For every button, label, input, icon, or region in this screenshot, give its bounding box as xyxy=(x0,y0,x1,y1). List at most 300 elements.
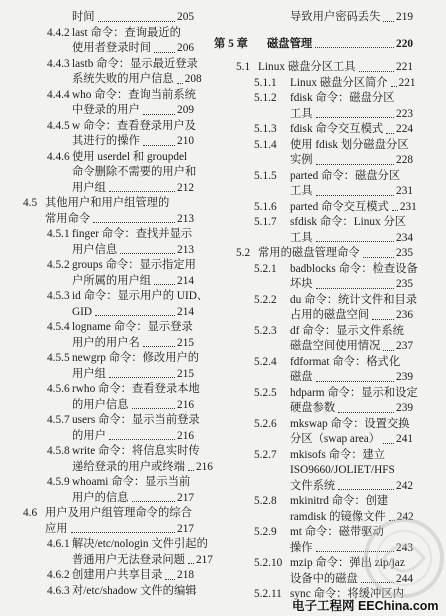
page-number: 214 xyxy=(177,305,194,318)
page-number: 209 xyxy=(177,104,194,116)
toc-entry xyxy=(213,10,413,26)
toc-entry xyxy=(213,525,413,556)
dot-leader xyxy=(154,274,175,286)
page-number: 217 xyxy=(195,553,213,566)
toc-line xyxy=(0,398,194,414)
section-number: 5.2.3 xyxy=(254,324,277,337)
toc-entry xyxy=(213,494,413,525)
section-number: 5.2.4 xyxy=(254,355,277,368)
dot-leader xyxy=(188,460,194,472)
toc-line xyxy=(213,572,413,588)
toc-entry xyxy=(213,200,417,216)
toc-line xyxy=(0,491,194,507)
entry-title: 硬盘参数 xyxy=(290,402,336,414)
page-number: 244 xyxy=(396,572,413,585)
entry-title: mt 命令：磁带驱动 xyxy=(290,526,384,538)
toc-entry xyxy=(0,10,194,26)
toc-line xyxy=(213,339,413,355)
entry-title: lastb 命令：显示最近登录 xyxy=(72,57,198,70)
dot-leader xyxy=(389,510,395,522)
toc-line xyxy=(213,10,413,26)
entry-title: 工具 xyxy=(290,231,313,244)
page-number: 235 xyxy=(396,247,413,259)
entry-title: Linux 磁盘分区工具 xyxy=(258,61,356,73)
entry-title: 用户的用户名 xyxy=(72,336,140,349)
toc-right-column xyxy=(213,10,418,603)
entry-title: 导致用户密码丢失 xyxy=(290,11,381,23)
section-number: 5.1.5 xyxy=(254,169,277,182)
entry-title: ramdisk 的镜像文件 xyxy=(290,510,386,523)
dot-leader xyxy=(316,277,394,289)
dot-leader xyxy=(338,479,394,491)
dot-leader xyxy=(392,200,398,212)
section-number: 4.5.7 xyxy=(47,414,70,426)
toc-line xyxy=(0,429,194,445)
toc-entry xyxy=(213,76,416,92)
entry-title: who 命令：查询当前系统 xyxy=(72,88,196,101)
toc-line xyxy=(0,26,194,42)
toc-line xyxy=(0,243,194,259)
entry-title: Linux 磁盘分区简介 xyxy=(290,76,388,89)
entry-title: 分区（swap area） xyxy=(290,433,381,445)
section-number: 4.5.3 xyxy=(47,290,70,302)
toc-line xyxy=(0,227,194,243)
toc-entry xyxy=(0,382,200,413)
dot-leader xyxy=(143,134,175,146)
toc-line xyxy=(213,153,413,169)
toc-line xyxy=(213,308,413,324)
page-number: 237 xyxy=(396,340,413,352)
page-number: 221 xyxy=(396,61,413,73)
toc-line xyxy=(0,134,194,150)
toc-line xyxy=(213,417,413,433)
entry-title: badblocks 命令：检查设备 xyxy=(290,262,418,275)
toc-line xyxy=(0,584,197,600)
toc-line xyxy=(213,60,413,76)
dot-leader xyxy=(316,107,394,119)
toc-entry xyxy=(213,448,413,495)
section-number: 4.5.1 xyxy=(47,228,70,240)
section-number: 5.2.11 xyxy=(254,588,282,600)
toc-line xyxy=(213,386,418,402)
toc-line xyxy=(213,76,416,92)
toc-line xyxy=(0,522,194,538)
section-number: 5.1.6 xyxy=(254,200,277,213)
entry-title: 用户的信息 xyxy=(72,491,129,504)
entry-title: newgrp 命令：修改用户的 xyxy=(72,352,200,364)
section-number: 4.4.6 xyxy=(47,150,70,163)
toc-line xyxy=(0,305,194,321)
section-number: 4.5.2 xyxy=(47,259,70,271)
toc-line xyxy=(213,262,418,278)
section-number: 5.2.10 xyxy=(254,557,283,569)
toc-entry xyxy=(213,122,413,138)
toc-line xyxy=(213,370,413,386)
dot-leader xyxy=(391,76,397,88)
section-number: 4.5.5 xyxy=(47,352,70,364)
section-number: 5.1.3 xyxy=(254,123,277,135)
entry-title: 对/etc/shadow 文件的编辑 xyxy=(72,584,197,597)
entry-title: groups 命令：显示指定用 xyxy=(72,259,196,271)
entry-title: du 命令：统计文件和目录 xyxy=(290,293,418,306)
entry-title: 操作 xyxy=(290,541,313,554)
entry-title: GID xyxy=(72,305,93,318)
entry-title: 文件系统 xyxy=(290,479,336,492)
section-number: 5.1 xyxy=(236,61,251,73)
dot-leader xyxy=(177,72,183,84)
dot-leader xyxy=(316,231,394,243)
entry-title: parted 命令交互模式 xyxy=(290,200,389,213)
section-number: 5.2.6 xyxy=(254,417,277,430)
section-number: 4.6 xyxy=(23,507,38,519)
entry-title: 用户及用户组管理命令的综合 xyxy=(45,507,192,519)
toc-line xyxy=(213,510,413,526)
dot-leader xyxy=(109,367,175,379)
toc-line xyxy=(213,169,413,185)
page-number: 216 xyxy=(177,398,194,411)
page-number: 231 xyxy=(399,200,417,213)
entry-title: 应用 xyxy=(45,522,68,535)
dot-leader xyxy=(315,37,394,49)
toc-entry xyxy=(0,57,202,88)
page-number: 216 xyxy=(195,460,213,473)
page-number: 213 xyxy=(177,243,194,256)
entry-title: fdformat 命令：格式化 xyxy=(290,355,401,368)
page-number: 223 xyxy=(396,107,413,120)
page-number: 212 xyxy=(177,181,194,194)
entry-title: fdisk 命令交互模式 xyxy=(290,123,384,135)
toc-line xyxy=(213,401,413,417)
entry-title: mzip 命令：弹出 zip/jaz xyxy=(290,557,405,569)
entry-title: logname 命令：显示登录 xyxy=(72,321,193,333)
toc-line xyxy=(213,541,413,557)
section-number: 5.2.2 xyxy=(254,293,277,306)
chapter-title: 磁盘管理 xyxy=(267,37,313,50)
toc-entry xyxy=(0,88,194,119)
toc-line xyxy=(213,293,418,309)
page-number: 242 xyxy=(396,479,413,492)
entry-title: mkswap 命令：设置交换 xyxy=(290,417,410,430)
toc-entry xyxy=(0,537,213,568)
page-number: 215 xyxy=(177,336,194,349)
chapter-number: 第 5 章 xyxy=(214,37,248,50)
toc-entry xyxy=(0,289,209,320)
toc-line xyxy=(0,506,194,522)
toc-line xyxy=(213,463,413,479)
toc-line xyxy=(0,72,202,88)
entry-title: 磁盘 xyxy=(290,371,313,383)
entry-title: 使用 fdisk 划分磁盘分区 xyxy=(290,138,409,151)
dot-leader xyxy=(316,370,394,382)
toc-entry xyxy=(213,215,413,246)
toc-line xyxy=(0,568,194,584)
dot-leader xyxy=(372,308,394,320)
toc-line xyxy=(0,258,194,274)
page-number: 213 xyxy=(177,212,194,225)
entry-title: 解决/etc/nologin 文件引起的 xyxy=(72,538,208,550)
entry-title: fdisk 命令：磁盘分区 xyxy=(290,92,395,104)
entry-title: 常用命令 xyxy=(45,212,91,225)
section-number: 4.5.4 xyxy=(47,321,70,333)
dot-leader xyxy=(109,429,175,441)
entry-title: mkinitrd 命令：创建 xyxy=(290,495,389,507)
chapter-heading xyxy=(213,37,413,53)
entry-title: 中登录的用户 xyxy=(72,104,140,116)
page-number: 228 xyxy=(396,154,413,166)
section-number: 5.1.2 xyxy=(254,92,277,104)
entry-title: id 命令：显示用户的 UID、 xyxy=(72,290,209,302)
section-number: 4.4.5 xyxy=(47,119,70,132)
page-number: 231 xyxy=(396,185,413,197)
toc-left-column xyxy=(0,10,213,599)
toc-line xyxy=(213,494,413,510)
toc-line xyxy=(0,382,200,398)
dot-leader xyxy=(132,491,176,503)
toc-line xyxy=(0,10,194,26)
entry-title: 设备中的磁盘 xyxy=(290,572,358,585)
dot-leader xyxy=(383,10,394,22)
toc-entry xyxy=(0,413,200,444)
page-number: 234 xyxy=(396,231,413,244)
entry-title: 使用者登录时间 xyxy=(72,42,152,54)
page-number: 208 xyxy=(184,73,202,85)
page-number: 236 xyxy=(396,309,413,321)
page-number: 217 xyxy=(177,491,194,504)
dot-leader xyxy=(316,184,394,196)
section-number: 4.4.4 xyxy=(47,88,70,101)
entry-title: mkisofs 命令：建立 xyxy=(290,448,386,461)
section-number: 5.2.7 xyxy=(254,448,277,461)
section-number: 5.2.8 xyxy=(254,495,277,507)
page-number: 217 xyxy=(177,522,194,535)
entry-title: 创建用户共享目录 xyxy=(72,569,163,581)
page-number: 218 xyxy=(177,569,194,581)
section-number: 4.4.3 xyxy=(47,57,70,70)
toc-line xyxy=(0,336,194,352)
toc-line xyxy=(213,37,413,53)
toc-entry xyxy=(213,355,413,386)
entry-title: 普通用户无法登录问题 xyxy=(72,553,185,566)
dot-leader xyxy=(338,401,394,413)
watermark-text: 电子工程网 EEChina.com xyxy=(292,599,439,613)
toc-line xyxy=(213,122,413,138)
toc-line xyxy=(213,215,413,231)
entry-title: rwho 命令：查看登录本地 xyxy=(72,383,200,395)
entry-title: finger 命令：查找并显示 xyxy=(72,228,193,240)
toc-line xyxy=(213,432,413,448)
toc-line xyxy=(213,355,413,371)
entry-title: 用户组 xyxy=(72,367,106,380)
entry-title: 户所属的用户组 xyxy=(72,274,152,287)
toc-line xyxy=(213,556,413,572)
toc-line xyxy=(0,274,194,290)
toc-line xyxy=(213,91,413,107)
dot-leader xyxy=(359,60,394,72)
toc-line xyxy=(0,553,213,569)
page-number: 235 xyxy=(396,278,413,290)
page-number: 219 xyxy=(396,11,413,23)
entry-title: 工具 xyxy=(290,185,313,197)
toc-entry xyxy=(0,568,194,584)
entry-title: 占用的磁盘空间 xyxy=(290,309,370,321)
entry-title: 其进行的操作 xyxy=(72,135,140,147)
section-number: 4.4.2 xyxy=(47,26,70,39)
entry-title: df 命令：显示文件系统 xyxy=(290,324,404,337)
section-number: 5.2.5 xyxy=(254,386,277,399)
dot-leader xyxy=(316,541,394,553)
entry-title: 命令删除不需要的用户和 xyxy=(72,166,197,178)
toc-entry xyxy=(213,138,413,169)
toc-line xyxy=(0,88,194,104)
toc-entry xyxy=(213,91,413,122)
dot-leader xyxy=(143,103,175,115)
toc-line xyxy=(0,119,194,135)
toc-line xyxy=(0,196,194,212)
dot-leader xyxy=(386,122,394,134)
page-number: 242 xyxy=(396,510,414,523)
dot-leader xyxy=(98,10,175,22)
entry-title: 常用的磁盘管理命令 xyxy=(258,247,360,259)
toc-line xyxy=(213,184,413,200)
page-number: 216 xyxy=(177,429,194,442)
entry-title: parted 命令：磁盘分区 xyxy=(290,169,401,182)
page-number: 215 xyxy=(177,367,194,380)
section-number: 5.1.4 xyxy=(254,138,277,151)
entry-title: 系统失败的用户信息 xyxy=(72,73,174,85)
toc-line xyxy=(213,107,413,123)
dot-leader xyxy=(316,153,394,165)
entry-title: 递给登录的用户或终端 xyxy=(72,460,185,473)
toc-line xyxy=(0,413,200,429)
entry-title: 工具 xyxy=(290,107,313,120)
toc-entry xyxy=(213,293,418,324)
toc-entry xyxy=(213,60,413,76)
page-number: 220 xyxy=(396,37,413,50)
toc-line xyxy=(0,320,194,336)
toc-line xyxy=(0,103,194,119)
page-number: 214 xyxy=(177,274,194,287)
toc-line xyxy=(0,289,209,305)
page-number: 241 xyxy=(396,433,413,445)
section-number: 5.1.7 xyxy=(254,216,277,228)
page-number: 239 xyxy=(396,402,413,414)
toc-entry xyxy=(0,506,194,537)
section-number: 4.5 xyxy=(23,197,38,209)
entry-title: 坏块 xyxy=(290,278,313,290)
section-number: 5.2 xyxy=(236,247,251,259)
toc-line xyxy=(213,138,413,154)
toc-entry xyxy=(0,258,194,289)
toc-line xyxy=(0,150,194,166)
entry-title: 磁盘空间使用情况 xyxy=(290,340,381,352)
toc-entry xyxy=(213,262,418,293)
entry-title: sync 命令：将缓冲区内 xyxy=(290,588,404,600)
toc-entry xyxy=(213,324,413,355)
dot-leader xyxy=(93,212,175,224)
page-number: 210 xyxy=(177,135,194,147)
toc-line xyxy=(213,324,413,340)
dot-leader xyxy=(188,553,194,565)
entry-title: write 命令：将信息实时传 xyxy=(72,445,200,457)
toc-line xyxy=(0,367,194,383)
toc-entry xyxy=(0,196,194,227)
toc-line xyxy=(0,351,200,367)
entry-title: 用户信息 xyxy=(72,243,118,256)
toc-line xyxy=(0,444,200,460)
toc-entry xyxy=(0,584,197,600)
toc-entry xyxy=(0,475,194,506)
section-number: 4.6.1 xyxy=(47,538,70,550)
page-number: 224 xyxy=(396,123,413,135)
dot-leader xyxy=(165,568,175,580)
toc-entry xyxy=(213,169,413,200)
toc-entry xyxy=(0,351,200,382)
entry-title: 其他用户和用户组管理的 xyxy=(45,197,170,209)
section-number: 4.5.9 xyxy=(47,476,70,488)
toc-entry xyxy=(213,246,413,262)
toc-line xyxy=(0,537,208,553)
dot-leader xyxy=(71,522,175,534)
dot-leader xyxy=(95,305,175,317)
section-number: 4.6.2 xyxy=(47,569,70,581)
toc-line xyxy=(0,165,197,181)
section-number: 5.2.1 xyxy=(254,262,277,275)
entry-title: w 命令：查看登录用户及 xyxy=(72,119,196,132)
entry-title: users 命令：显示当前登录 xyxy=(72,414,200,426)
toc-entry xyxy=(0,119,194,150)
entry-title: sfdisk 命令：Linux 分区 xyxy=(290,216,407,228)
toc-line xyxy=(213,277,413,293)
dot-leader xyxy=(383,339,394,351)
entry-title: 实例 xyxy=(290,154,313,166)
entry-title: whoami 命令：显示当前 xyxy=(72,476,191,488)
section-number: 4.5.8 xyxy=(47,445,70,457)
toc-line xyxy=(213,525,413,541)
toc-entry xyxy=(0,26,194,57)
toc-line xyxy=(213,448,413,464)
section-number: 4.6.3 xyxy=(47,584,70,597)
toc-entry xyxy=(0,320,194,351)
page-number: 221 xyxy=(398,76,416,89)
dot-leader xyxy=(383,432,394,444)
toc-entry xyxy=(0,227,194,258)
toc-entry xyxy=(213,556,413,587)
entry-title: 用户组 xyxy=(72,181,106,194)
dot-leader xyxy=(361,572,394,584)
toc-line xyxy=(0,41,194,57)
section-number: 5.2.9 xyxy=(254,526,277,538)
entry-title: 时间 xyxy=(72,11,95,23)
page-number: 243 xyxy=(396,541,413,554)
dot-leader xyxy=(363,246,394,258)
toc-entry xyxy=(0,150,197,197)
toc-line xyxy=(213,231,413,247)
entry-title: 的用户信息 xyxy=(72,398,129,411)
page-number: 239 xyxy=(396,371,413,383)
toc-line xyxy=(213,200,417,216)
entry-title: 使用 userdel 和 groupdel xyxy=(72,150,188,163)
entry-title: ISO9660/JOLIET/HFS xyxy=(290,464,395,476)
toc-line xyxy=(213,479,413,495)
toc-line xyxy=(213,246,413,262)
dot-leader xyxy=(143,336,175,348)
toc-entry xyxy=(213,386,418,417)
toc-entry xyxy=(213,417,413,448)
entry-title: hdparm 命令：显示和设定 xyxy=(290,386,418,399)
toc-line xyxy=(0,212,194,228)
entry-title: 的用户 xyxy=(72,429,106,442)
dot-leader xyxy=(154,41,175,53)
